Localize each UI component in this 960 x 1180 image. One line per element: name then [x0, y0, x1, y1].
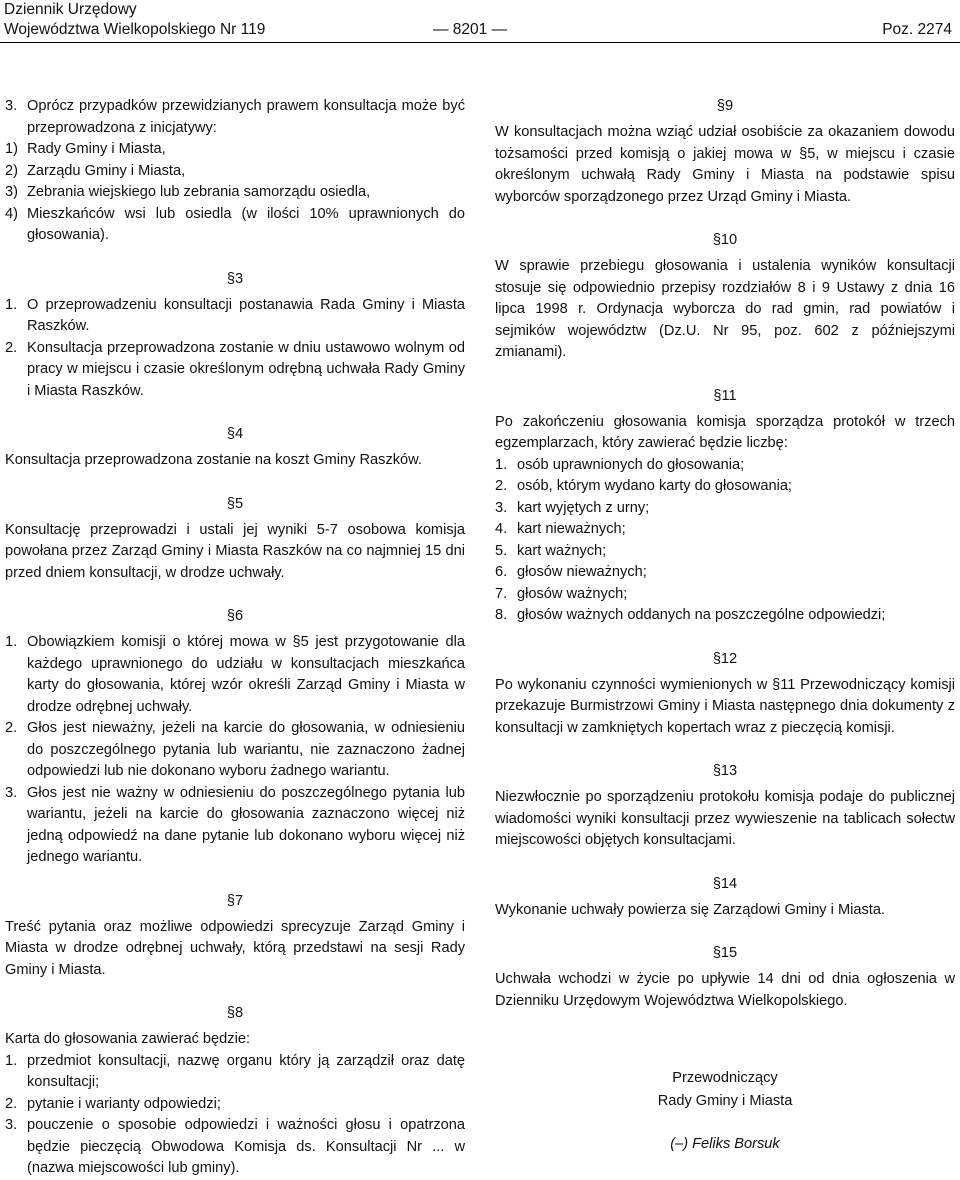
signature-body: Rady Gminy i Miasta [657, 1093, 793, 1109]
position-number: Poz. 2274 [882, 21, 952, 38]
list-item: kart wyjętych z urny; [517, 499, 650, 516]
section-heading-14: §14 [712, 875, 738, 892]
section-13-text: Niezwłocznie po sporządzeniu protokołu komisja podaje do publicznej wiadomości wyniki konsultacji przez wywieszenie na tablicach sołectw miejscowości objętych konsultacjami. [495, 789, 955, 848]
section-heading-6: §6 [226, 608, 244, 624]
list-item: głosów nieważnych; [517, 564, 647, 580]
clause-text: O przeprowadzeniu konsultacji postanawia Rada Gminy i Miasta Raszków. [27, 296, 465, 334]
section-9-text: W konsultacjach można wziąć udział osobiście za okazaniem dowodu tożsamości przed komisją o jakiej mowa w §5, w miejscu i czasie określonym uchwałą Rady Gminy i Miasta na podstawie spisu wyborców sporządzonego przez Urząd Gminy i Miasta. [495, 124, 955, 205]
right-column [495, 96, 955, 1156]
clause-text: Konsultacja przeprowadzona zostanie w dniu ustawowo wolnym od pracy w miejscu i czasie określonym odrębną uchwała Rady Gminy i Miasta Raszków. [27, 339, 465, 399]
clause-number: 3. [5, 1117, 18, 1133]
section-5-text: Konsultację przeprowadzi i ustali jej wyniki 5-7 osobowa komisja powołana przez Zarząd Gminy i Miasta Raszków na co najmniej 15 dni przed dniem konsultacji, w drodze uchwały. [5, 521, 465, 581]
section-heading-8: §8 [226, 1005, 244, 1021]
list-item: Zarządu Gminy i Miasta, [27, 162, 186, 179]
section-8-intro: Karta do głosowania zawierać będzie: [5, 1031, 250, 1047]
clause-text: Głos jest nie ważny w odniesieniu do poszczególnego pytania lub wariantu, jeżeli na karcie do głosowania zaznaczono więcej niż jedną odpowiedź na dane pytanie lub dokonano wyboru więcej niż jednego wariantu. [27, 784, 465, 865]
section-7-text: Treść pytania oraz możliwe odpowiedzi sprecyzuje Zarząd Gminy i Miasta w drodze odrębnej uchwały, którą przedstawi na sesji Rady Gminy i Miasta. [5, 918, 465, 978]
list-number: 1. [495, 456, 508, 473]
clause-text: pouczenie o sposobie odpowiedzi i ważności głosu i opatrzona będzie pieczęcią Obwodowa Komisja ds. Konsultacji Nr ... w (nazwa miejscowości lub gminy). [27, 1117, 465, 1176]
section-11-text: Po zakończeniu głosowania komisja sporządza protokół w trzech egzemplarzach, który zawierać będzie liczbę: [495, 413, 955, 451]
clause-number: 2. [5, 1095, 18, 1112]
section-heading-7: §7 [226, 892, 244, 909]
clause-number: 2. [5, 339, 18, 356]
list-number: 2. [495, 478, 508, 494]
section-4-text: Konsultacja przeprowadzona zostanie na koszt Gminy Raszków. [5, 452, 422, 468]
list-number: 5. [495, 542, 508, 559]
clause-text: Obowiązkiem komisji o której mowa w §5 jest przygotowanie dla każdego uprawnionego do udziału w konsultacjach mieszkańca karty do głosowania, której wzór określi Zarząd Gminy i Miasta w drodze odrębnej uchwały. [27, 634, 465, 715]
clause-number: 3. [5, 98, 18, 114]
clause-text: przedmiot konsultacji, nazwę organu który ją zarządził oraz datę konsultacji; [27, 1052, 465, 1090]
clause-text: pytanie i warianty odpowiedzi; [27, 1095, 221, 1112]
list-number: 3. [495, 499, 508, 516]
section-heading-10: §10 [712, 232, 738, 248]
left-column [5, 96, 465, 1180]
clause-number: 2. [5, 720, 18, 736]
section-heading-15: §15 [712, 945, 738, 961]
section-heading-5: §5 [226, 495, 244, 512]
list-item: osób, którym wydano karty do głosowania; [517, 478, 792, 494]
clause-text: Głos jest nieważny, jeżeli na karcie do głosowania, w odniesieniu do poszczególnego pytania lub wariantu, nie zaznaczono żadnej odpowiedzi lub nie dokonano wyboru żadnego wariantu. [27, 720, 465, 779]
list-item: Zebrania wiejskiego lub zebrania samorządu osiedla, [27, 184, 371, 200]
section-heading-3: §3 [226, 270, 244, 287]
list-item: głosów ważnych oddanych na poszczególne odpowiedzi; [517, 607, 886, 623]
section-heading-12: §12 [712, 650, 738, 667]
page-number: — 8201 — [433, 21, 508, 38]
list-item: Mieszkańców wsi lub osiedla (w ilości 10% uprawnionych do głosowania). [27, 205, 465, 243]
journal-title-line2: Województwa Wielkopolskiego Nr 119 [4, 21, 266, 38]
journal-title [4, 0, 265, 40]
list-number: 7. [495, 585, 508, 602]
section-heading-4: §4 [226, 426, 244, 442]
list-number: 4) [5, 205, 18, 222]
clause-3 [5, 96, 465, 139]
clause-number: 1. [5, 634, 18, 650]
clause-number: 1. [5, 296, 18, 313]
list-number: 1) [5, 141, 18, 157]
section-12-text: Po wykonaniu czynności wymienionych w §11 Przewodniczący komisji przekazuje Burmistrzowi Gminy i Miasta następnego dnia dokumenty z konsultacji w zamkniętych kopertach wraz z pieczęcią komisji. [495, 676, 955, 736]
list-item: kart nieważnych; [517, 521, 626, 537]
clause-text: Oprócz przypadków przewidzianych prawem konsultacja może być przeprowadzona z inicjatywy: [27, 98, 465, 136]
section-heading-11: §11 [713, 387, 737, 404]
header-divider [0, 42, 960, 43]
list-number: 6. [495, 564, 508, 580]
section-15-text: Uchwała wchodzi w życie po upływie 14 dni od dnia ogłoszenia w Dzienniku Urzędowym Województwa Wielkopolskiego. [495, 971, 955, 1009]
list-item: głosów ważnych; [517, 585, 628, 602]
list-item: osób uprawnionych do głosowania; [517, 456, 745, 473]
list-number: 2) [5, 162, 18, 179]
signature-name: (–) Feliks Borsuk [670, 1136, 780, 1152]
clause-number: 3. [5, 784, 18, 801]
signature-block [495, 1067, 955, 1156]
signature-role: Przewodniczący [672, 1070, 778, 1086]
list-number: 8. [495, 607, 508, 623]
section-10-text: W sprawie przebiegu głosowania i ustalenia wyników konsultacji stosuje się odpowiednio przepisy rozdziałów 8 i 9 Ustawy z dnia 16 lipca 1998 r. Ordynacja wyborcza do rad gmin, rad powiatów i sejmików województw (Dz.U. Nr 95, poz. 602 z późniejszymi zmianami). [495, 258, 955, 360]
section-14-text: Wykonanie uchwały powierza się Zarządowi Gminy i Miasta. [495, 901, 885, 918]
list-number: 4. [495, 521, 508, 537]
section-heading-9: §9 [716, 98, 734, 114]
list-item: kart ważnych; [517, 542, 607, 559]
list-number: 3) [5, 184, 18, 200]
clause-number: 1. [5, 1052, 18, 1069]
journal-title-line1: Dziennik Urzędowy [4, 1, 137, 18]
list-item: Rady Gminy i Miasta, [27, 141, 166, 157]
section-heading-13: §13 [712, 763, 738, 779]
